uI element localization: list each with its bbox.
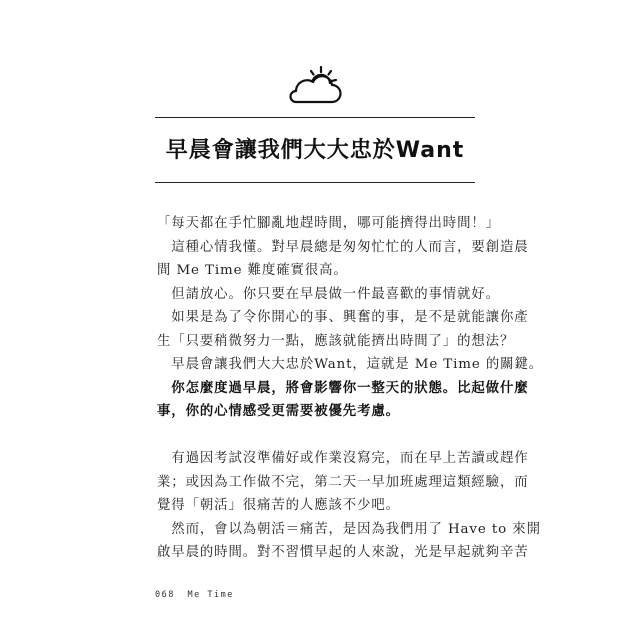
bottom-divider (155, 182, 475, 183)
emphasis-line: 你怎麼度過早晨，將會影響你一整天的狀態。比起做什麼 (157, 379, 529, 396)
paragraph-line: 有過因考試沒準備好或作業沒寫完，而在早上苦讀或趕作 (157, 451, 529, 466)
sun-behind-cloud-icon (284, 64, 346, 106)
paragraph-line: 生「只要稍微努力一點，應該就能擠出時間了」的想法？ (157, 333, 515, 349)
page-footer (155, 590, 240, 600)
chapter-title: 早晨會讓我們大大忠於Want (165, 138, 465, 163)
paragraph-line: 「每天都在手忙腳亂地趕時間，哪可能擠得出時間！」 (157, 216, 500, 231)
page-number: 068 (155, 590, 175, 600)
paragraph-gap (157, 424, 477, 448)
running-title: Me Time (187, 590, 234, 600)
paragraph-line: 然而，會以為朝活＝痛苦，是因為我們用了 Have to 來開 (157, 521, 541, 537)
emphasis-line: 事，你的心情感受更需要被優先考慮。 (157, 403, 400, 419)
paragraph-line: 啟早晨的時間。對不習慣早起的人來說，光是早起就夠辛苦 (157, 545, 529, 560)
paragraph-line: 業；或因為工作做不完，第二天一早加班處理這類經驗，而 (157, 474, 529, 490)
paragraph-line: 早晨會讓我們大大忠於Want，這就是 Me Time 的關鍵。 (157, 357, 544, 372)
paragraph-line: 如果是為了令你開心的事、興奮的事，是不是就能讓你產 (157, 310, 529, 325)
body-text (157, 212, 544, 565)
top-divider (155, 117, 475, 118)
paragraph-line: 這種心情我懂。對早晨總是匆匆忙忙的人而言，要創造晨 (157, 239, 529, 255)
paragraph-line: 覺得「朝活」很痛苦的人應該不少吧。 (157, 498, 400, 513)
paragraph-line: 但請放心。你只要在早晨做一件最喜歡的事情就好。 (157, 286, 500, 302)
paragraph-line: 間 Me Time 難度確實很高。 (157, 263, 348, 278)
